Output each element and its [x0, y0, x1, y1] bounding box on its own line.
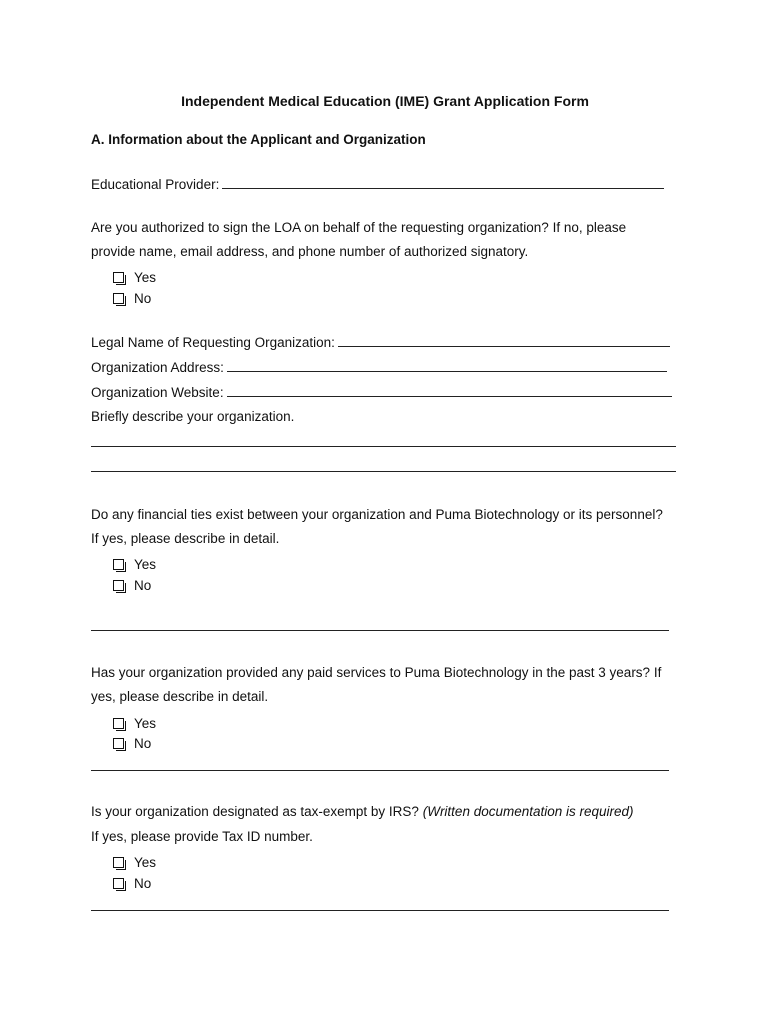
- yes-label: Yes: [134, 270, 157, 285]
- tax-exempt-line1: [91, 804, 634, 819]
- yes-label: Yes: [134, 557, 157, 572]
- loa-no-option[interactable]: [113, 291, 151, 306]
- financial-ties-no-option[interactable]: [113, 578, 151, 593]
- tax-exempt-note: (Written documentation is required): [422, 804, 634, 819]
- yes-label: Yes: [134, 855, 157, 870]
- educational-provider-row: [91, 176, 664, 192]
- tax-exempt-question: Is your organization designated as tax-exempt by IRS?: [91, 804, 419, 819]
- loa-question-line1: Are you authorized to sign the LOA on behalf of the requesting organization? If no, please: [91, 220, 627, 235]
- legal-name-field[interactable]: [338, 334, 670, 347]
- paid-services-details-field[interactable]: [91, 770, 669, 771]
- describe-org-label: Briefly describe your organization.: [91, 409, 295, 424]
- tax-exempt-line2: If yes, please provide Tax ID number.: [91, 829, 313, 844]
- describe-org-field-line2[interactable]: [91, 471, 676, 472]
- org-address-field[interactable]: [227, 359, 667, 372]
- paid-services-line1: Has your organization provided any paid services to Puma Biotechnology in the past 3 years? If: [91, 665, 662, 680]
- checkbox-icon[interactable]: [113, 738, 124, 749]
- legal-name-label: Legal Name of Requesting Organization:: [91, 335, 335, 350]
- checkbox-icon[interactable]: [113, 878, 124, 889]
- financial-ties-details-field[interactable]: [91, 630, 669, 631]
- loa-question-line2: provide name, email address, and phone number of authorized signatory.: [91, 244, 529, 259]
- paid-services-no-option[interactable]: [113, 736, 151, 751]
- checkbox-icon[interactable]: [113, 559, 124, 570]
- tax-exempt-no-option[interactable]: [113, 876, 151, 891]
- form-title: Independent Medical Education (IME) Grant Application Form: [181, 93, 589, 109]
- describe-org-field-line1[interactable]: [91, 446, 676, 447]
- org-address-row: [91, 359, 667, 375]
- org-address-label: Organization Address:: [91, 360, 224, 375]
- educational-provider-field[interactable]: [222, 176, 664, 189]
- tax-id-field[interactable]: [91, 910, 669, 911]
- checkbox-icon[interactable]: [113, 272, 124, 283]
- tax-exempt-yes-option[interactable]: [113, 855, 156, 870]
- no-label: No: [134, 736, 152, 751]
- org-website-field[interactable]: [227, 384, 672, 397]
- yes-label: Yes: [134, 716, 157, 731]
- paid-services-yes-option[interactable]: [113, 716, 156, 731]
- checkbox-icon[interactable]: [113, 293, 124, 304]
- checkbox-icon[interactable]: [113, 718, 124, 729]
- financial-ties-line1: Do any financial ties exist between your organization and Puma Biotechnology or its personnel?: [91, 507, 663, 522]
- no-label: No: [134, 578, 152, 593]
- checkbox-icon[interactable]: [113, 857, 124, 868]
- legal-name-row: [91, 334, 670, 350]
- educational-provider-label: Educational Provider:: [91, 177, 220, 192]
- section-a-heading: A. Information about the Applicant and Organization: [91, 132, 426, 147]
- financial-ties-line2: If yes, please describe in detail.: [91, 531, 280, 546]
- paid-services-line2: yes, please describe in detail.: [91, 689, 269, 704]
- no-label: No: [134, 291, 152, 306]
- org-website-label: Organization Website:: [91, 385, 224, 400]
- checkbox-icon[interactable]: [113, 580, 124, 591]
- loa-yes-option[interactable]: [113, 270, 156, 285]
- org-website-row: [91, 384, 672, 400]
- no-label: No: [134, 876, 152, 891]
- financial-ties-yes-option[interactable]: [113, 557, 156, 572]
